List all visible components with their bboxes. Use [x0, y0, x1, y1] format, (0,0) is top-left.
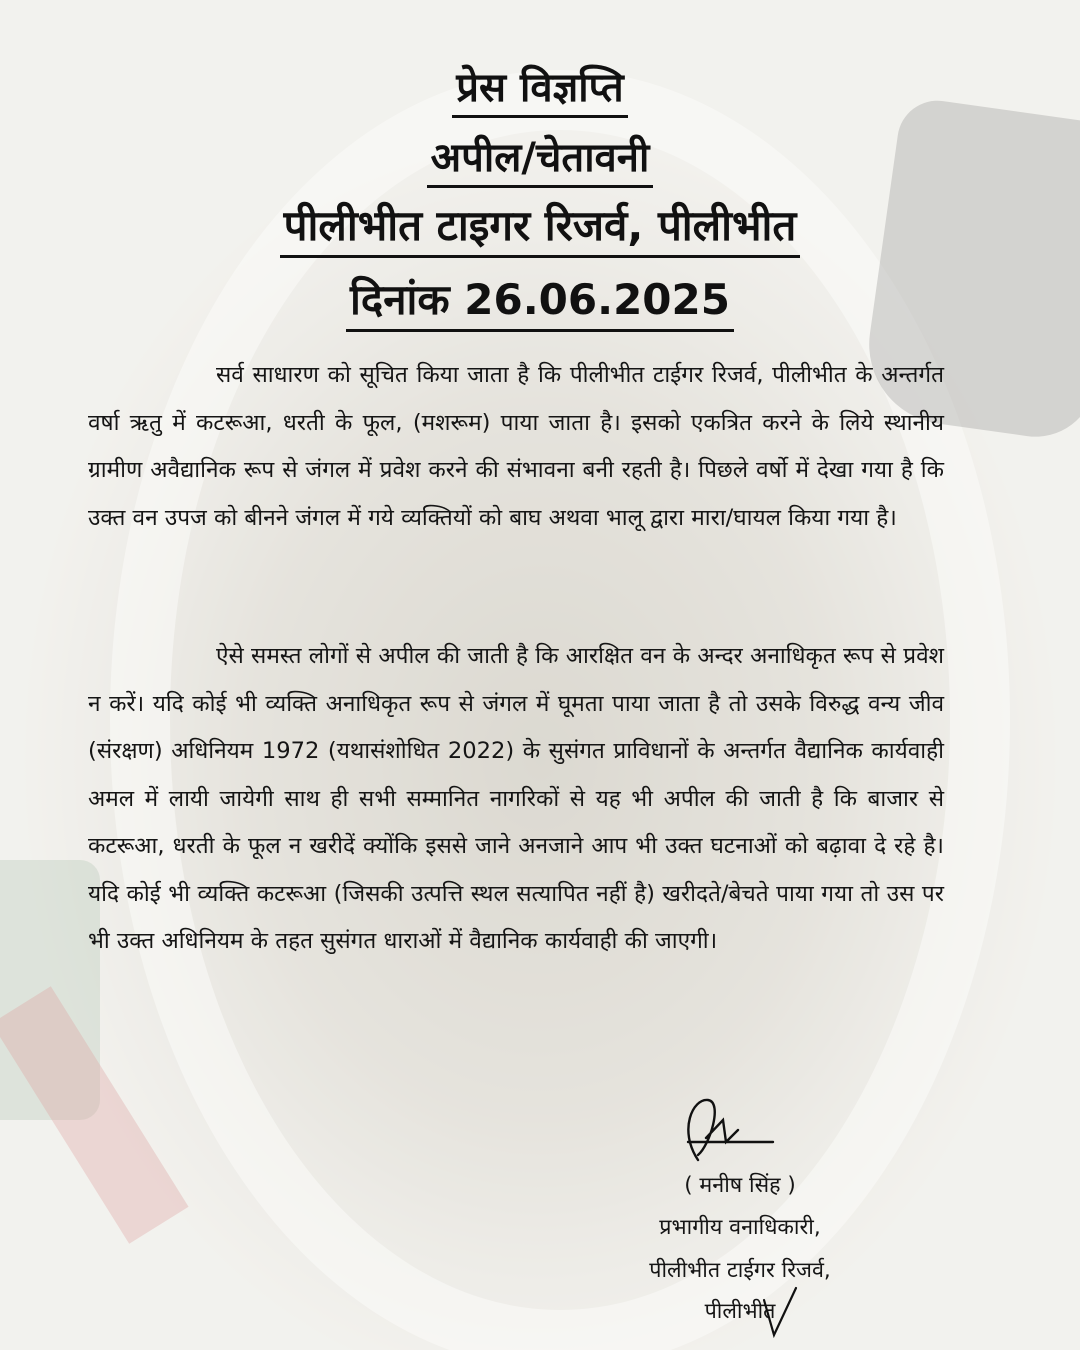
paragraph-information: सर्व साधारण को सूचित किया जाता है कि पीलीभीत टाईगर रिजर्व, पीलीभीत के अन्तर्गत वर्षा ऋतु में कटरूआ, धरती के फूल, (मशरूम) पाया जाता है। इसको एकत्रित करने के लिये स्थानीय ग्रामीण अवैद्यानिक रूप से जंगल में प्रवेश करने की संभावना बनी रहती है। पिछले वर्षो में देखा गया है कि उक्त वन उपज को बीनने जंगल में गये व्यक्तियों को बाघ अथवा भालू द्वारा मारा/घायल किया गया है। — [88, 362, 944, 531]
signatory-office: पीलीभीत टाईगर रिजर्व, — [649, 1258, 831, 1283]
signatory-name: ( मनीष सिंह ) — [684, 1173, 796, 1198]
notice-date: दिनांक 26.06.2025 — [0, 270, 1080, 332]
signatory-place: पीलीभीत — [704, 1299, 776, 1324]
signatory-designation: प्रभागीय वनाधिकारी, — [659, 1215, 821, 1240]
paragraph-appeal: ऐसे समस्त लोगों से अपील की जाती है कि आरक्षित वन के अन्दर अनाधिकृत रूप से प्रवेश न करें। यदि कोई भी व्यक्ति अनाधिकृत रूप से जंगल में घूमता पाया जाता है तो उसके विरुद्ध वन्य जीव (संरक्षण) अधिनियम 1972 (यथासंशोधित 2022) के सुसंगत प्राविधानों के अन्तर्गत वैद्यानिक कार्यवाही अमल में लायी जायेगी साथ ही सभी सम्मानित नागरिकों से यह भी अपील की जाती है कि बाजार से कटरूआ, धरती के फूल न खरीदें क्योंकि इससे जाने अनजाने आप भी उक्त घटनाओं को बढ़ावा दे रहे है। यदि कोई भी व्यक्ति कटरूआ (जिसकी उत्पत्ति स्थल सत्यापित नहीं है) खरीदते/बेचते पाया गया तो उस पर भी उक्त अधिनियम के तहत सुसंगत धाराओं में वैद्यानिक कार्यवाही की जाएगी। — [88, 643, 944, 954]
organization-name: पीलीभीत टाइगर रिजर्व, पीलीभीत — [0, 196, 1080, 258]
notice-title: प्रेस विज्ञप्ति — [0, 58, 1080, 118]
handwritten-signature — [668, 1090, 778, 1170]
initial-mark — [760, 1280, 800, 1340]
notice-subtitle: अपील/चेतावनी — [0, 128, 1080, 188]
